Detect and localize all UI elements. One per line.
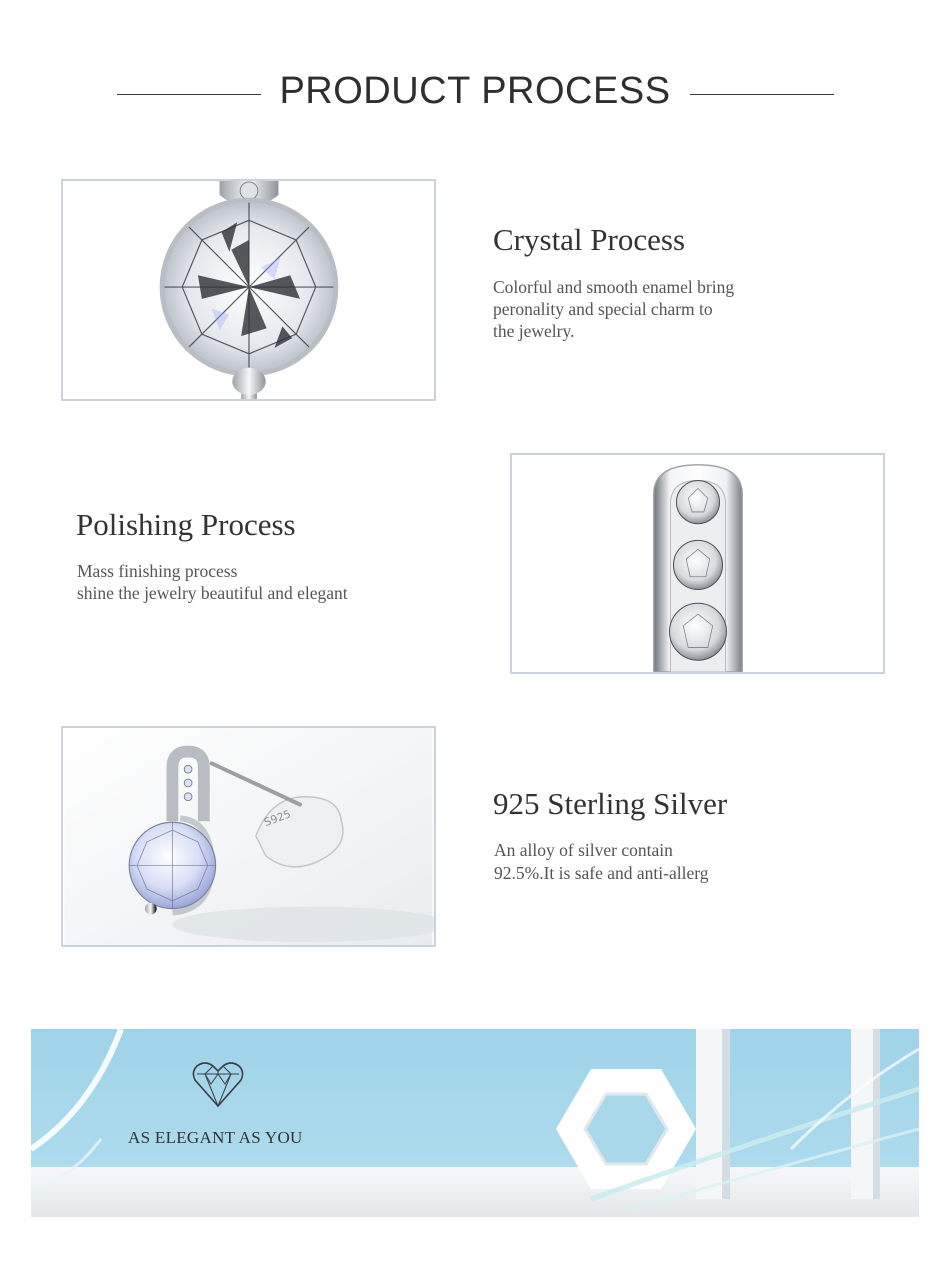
section-title-crystal: Crystal Process bbox=[493, 222, 686, 257]
round-crystal-illustration bbox=[63, 181, 434, 399]
heart-gem-icon bbox=[191, 1060, 245, 1110]
section-desc-polishing-line2: shine the jewelry beautiful and elegant bbox=[77, 583, 348, 603]
banner-tagline: AS ELEGANT AS YOU bbox=[128, 1128, 303, 1147]
page-title: PRODUCT PROCESS bbox=[279, 70, 671, 112]
section-desc-silver-line2: 92.5%.It is safe and anti-allerg bbox=[494, 863, 709, 883]
earring-image bbox=[61, 726, 436, 947]
banner-background bbox=[31, 1029, 919, 1217]
s925-stamp: S925 bbox=[262, 807, 293, 830]
pave-bar-illustration bbox=[512, 455, 883, 672]
header-right-rule bbox=[690, 94, 834, 95]
section-desc-crystal-line1: Colorful and smooth enamel bring bbox=[493, 277, 735, 297]
section-desc-crystal-line2: peronality and special charm to bbox=[493, 299, 713, 319]
brand-banner bbox=[31, 1029, 919, 1217]
section-title-silver: 925 Sterling Silver bbox=[493, 786, 728, 821]
stud-earring-illustration bbox=[63, 728, 434, 945]
crystal-image bbox=[61, 179, 436, 401]
section-desc-silver-line1: An alloy of silver contain bbox=[494, 840, 673, 860]
polishing-image bbox=[510, 453, 885, 674]
section-desc-polishing-line1: Mass finishing process bbox=[77, 561, 238, 581]
section-desc-crystal-line3: the jewelry. bbox=[493, 321, 575, 341]
section-title-polishing: Polishing Process bbox=[76, 507, 296, 542]
